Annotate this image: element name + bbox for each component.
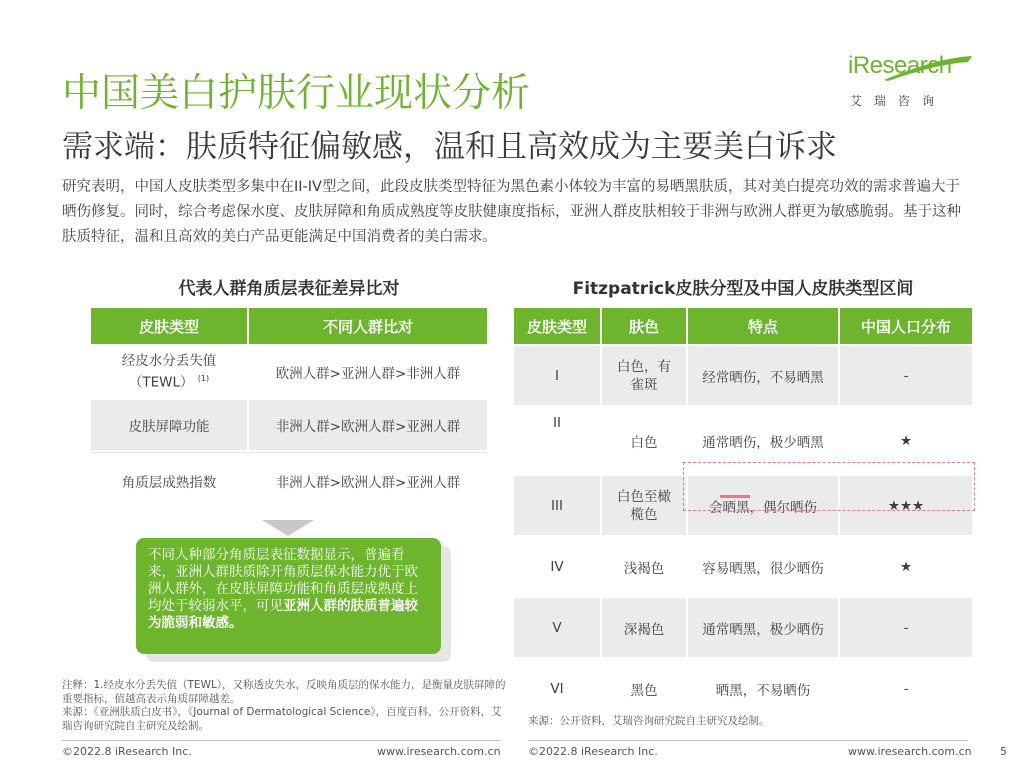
table-cell: 经常晒伤，不易晒黑: [688, 346, 838, 405]
table-header: 特点: [688, 308, 838, 344]
footer-url: www.iresearch.com.cn: [377, 745, 501, 758]
star-icon: ★: [840, 407, 972, 474]
table-cell: 容易晒黑，很少晒伤: [688, 537, 838, 596]
table-cell: 角质层成熟指数: [91, 452, 247, 509]
iresearch-logo: [848, 52, 972, 118]
table-cell: 黑色: [602, 659, 686, 718]
table-cell: I: [514, 346, 600, 405]
table-cell: -: [840, 598, 972, 657]
table-cell: 浅褐色: [602, 537, 686, 596]
table-cell: II: [514, 407, 600, 474]
page-subtitle: 需求端：肤质特征偏敏感，温和且高效成为主要美白诉求: [62, 129, 837, 165]
table-row: [514, 537, 972, 596]
cell-text: 经皮水分丢失值: [121, 353, 217, 370]
down-arrow-icon: [262, 520, 314, 536]
page-number: 5: [1000, 745, 1007, 758]
table-row: [514, 659, 972, 718]
table-header: 中国人口分布: [840, 308, 972, 344]
star-icon: ★★★: [840, 476, 972, 535]
table-header: 皮肤类型: [514, 308, 600, 344]
table-row: [91, 400, 487, 450]
footnote-marker: (1): [197, 374, 210, 384]
right-source-note: 来源：公开资料，艾瑞咨询研究院自主研究及绘制。: [528, 715, 770, 727]
logo-sub: 艾瑞咨询: [850, 94, 947, 108]
table-cell: IV: [514, 537, 600, 596]
table-header-row: [514, 308, 972, 344]
table-cell: V: [514, 598, 600, 657]
page-title: 中国美白护肤行业现状分析: [62, 71, 531, 116]
table-header-row: [91, 308, 487, 344]
table-header: 皮肤类型: [91, 308, 247, 344]
star-icon: ★: [840, 537, 972, 596]
footer-divider: [62, 740, 500, 741]
table-cell: -: [840, 659, 972, 718]
table-cell: 深褐色: [602, 598, 686, 657]
table-cell: 晒黑，不易晒伤: [688, 659, 838, 718]
footer-copyright: ©2022.8 iResearch Inc.: [62, 745, 192, 758]
cell-text: （TEWL）: [128, 374, 194, 391]
highlight-dashed-box: [683, 462, 975, 511]
callout-bold-text: 亚洲人群的肤质普遍较为脆弱和敏感。: [148, 598, 418, 631]
table-cell: 欧洲人群>亚洲人群>非洲人群: [275, 366, 461, 382]
table-row: [514, 598, 972, 657]
footer-url: www.iresearch.com.cn: [848, 745, 972, 758]
callout-box: [136, 538, 441, 654]
highlight-underline: [720, 495, 750, 498]
table-header: 不同人群比对: [249, 308, 487, 344]
table-cell: 白色至橄榄色: [602, 476, 686, 535]
fitzpatrick-table: [512, 306, 974, 720]
table-cell: 白色: [602, 407, 686, 474]
logo-brand: iResearch: [848, 52, 952, 79]
footnote: 注释：1.经皮水分丢失值（TEWL），又称透皮失水，反映角质层的保水能力，是衡量皮肤屏障的重要指标，值越高表示角质屏障越差。: [62, 679, 506, 705]
table-cell: 通常晒黑，极少晒伤: [688, 598, 838, 657]
table-header: 肤色: [602, 308, 686, 344]
table-cell: 非洲人群>欧洲人群>亚洲人群: [249, 452, 487, 509]
intro-paragraph: 研究表明，中国人皮肤类型多集中在II-IV型之间，此段皮肤类型特征为黑色素小体较为丰富的易晒黑肤质，其对美白提亮功效的需求普遍大于晒伤修复。同时，综合考虑保水度、皮肤屏障和角质成熟度等皮肤健康度指标，亚洲人群皮肤相较于非洲与欧洲人群更为敏感脆弱。基于这种肤质特征，温和且高效的美白产品更能满足中国消费者的美白需求。: [62, 179, 961, 245]
table-cell: VI: [514, 659, 600, 718]
table-cell: 会晒黑，偶尔晒伤: [688, 476, 838, 535]
footer-divider: [528, 740, 968, 741]
right-section-title: Fitzpatrick皮肤分型及中国人皮肤类型区间: [572, 279, 914, 299]
table-row: [91, 346, 487, 398]
stratum-comparison-table: [89, 306, 489, 511]
table-cell: 通常晒伤，极少晒黑: [688, 407, 838, 474]
table-cell: 皮肤屏障功能: [91, 400, 247, 450]
left-notes: [62, 679, 512, 733]
source-note: 来源：《亚洲肤质白皮书》，《Journal of Dermatological Science》，百度百科，公开资料，艾瑞咨询研究院自主研究及绘制。: [62, 706, 502, 732]
table-row: [514, 346, 972, 405]
footer-copyright: ©2022.8 iResearch Inc.: [528, 745, 658, 758]
table-cell: 非洲人群>欧洲人群>亚洲人群: [249, 400, 487, 450]
table-cell: -: [840, 346, 972, 405]
table-cell: 白色，有雀斑: [602, 346, 686, 405]
table-cell: [91, 346, 247, 398]
callout-text: 不同人种部分角质层表征数据显示，普遍看来，亚洲人群肤质除开角质层保水能力优于欧洲人群外，在皮肤屏障功能和角质层成熟度上均处于较弱水平，可见: [148, 547, 418, 614]
table-row: [91, 452, 487, 509]
table-cell: III: [514, 476, 600, 535]
left-section-title: 代表人群角质层表征差异比对: [178, 279, 400, 299]
